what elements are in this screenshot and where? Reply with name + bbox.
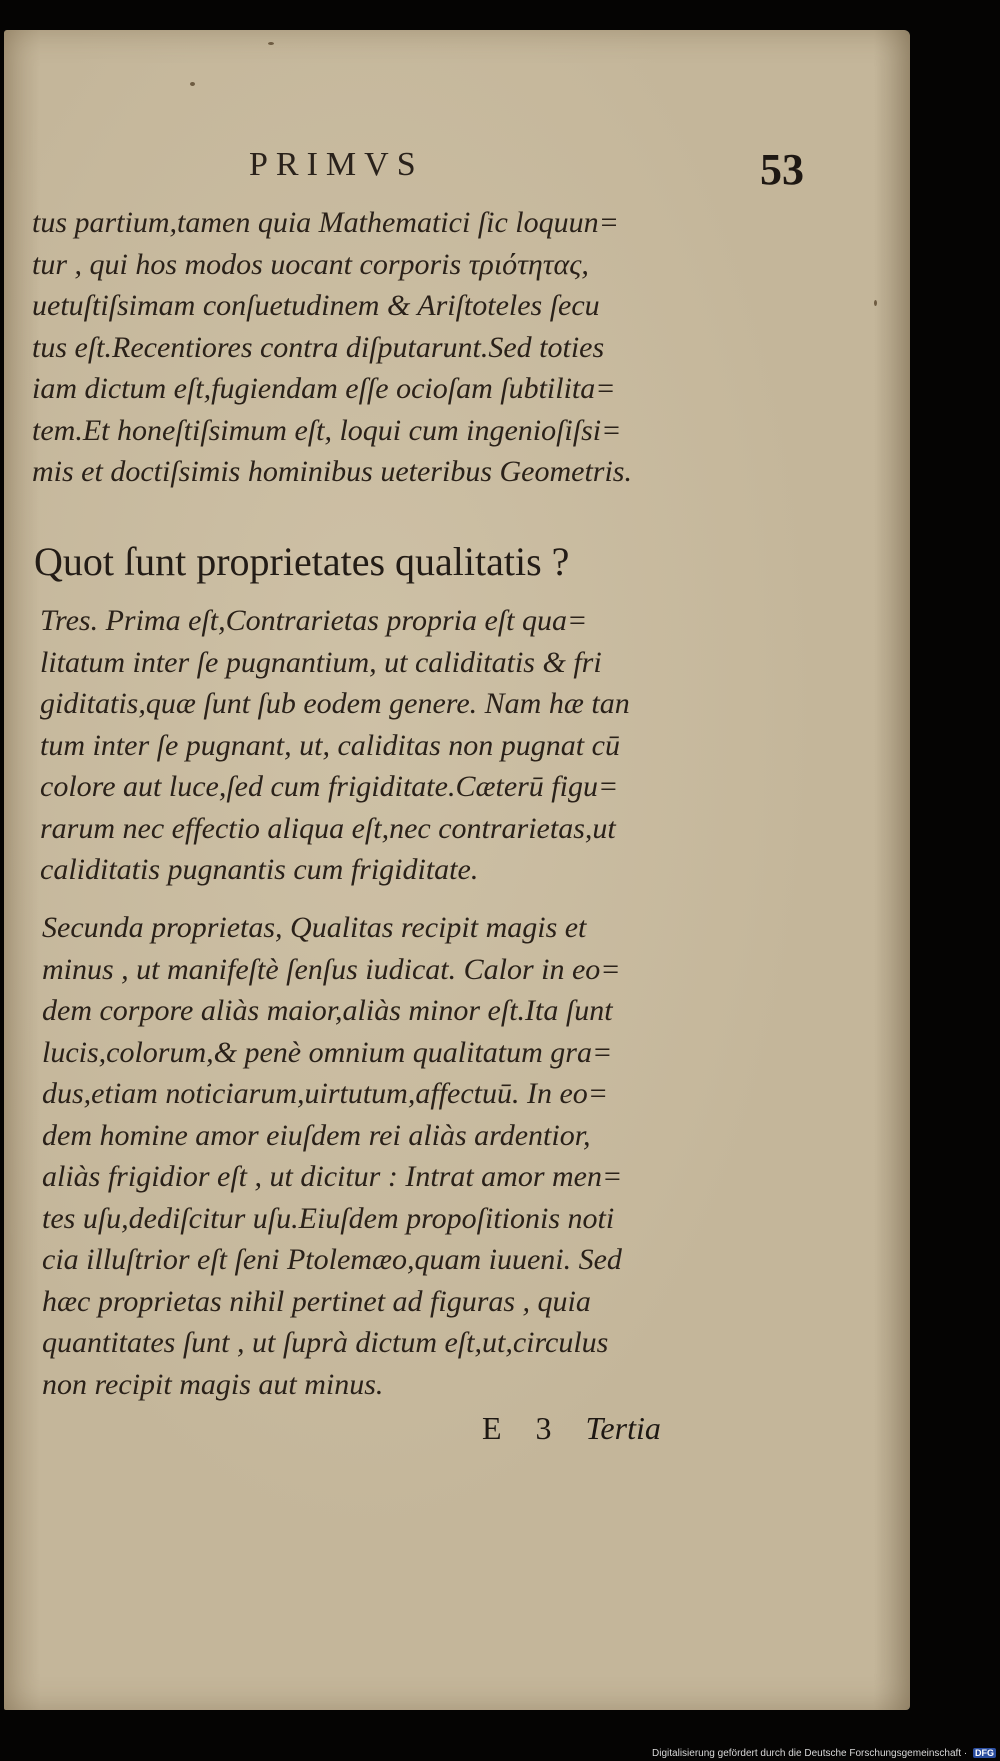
- text-line: tem.Et honeſtiſsimum eſt, loqui cum ingenioſiſsi=: [32, 413, 622, 447]
- text-line: Tres. Prima eſt,Contrarietas propria eſt qua=: [40, 604, 588, 637]
- page-number: 53: [760, 145, 804, 194]
- text-line: giditatis,quæ ſunt ſub eodem genere. Nam hæ tan: [40, 687, 630, 720]
- paragraph-second-property: [42, 907, 722, 1405]
- text-line: dem homine amor eiuſdem rei aliàs ardentior,: [42, 1118, 591, 1152]
- text-line: minus , ut manifeſtè ſenſus iudicat. Calor in eo=: [42, 952, 621, 986]
- digitization-credit: [652, 1748, 996, 1759]
- text-line: caliditatis pugnantis cum frigiditate.: [40, 853, 479, 886]
- text-line: tus partium,tamen quia Mathematici ſic loquun=: [32, 206, 619, 239]
- book-page: [4, 30, 910, 1710]
- text-line: aliàs frigidior eſt , ut dicitur : Intrat amor men=: [42, 1160, 623, 1193]
- paragraph-continued: [32, 202, 712, 493]
- text-line: uetuſtiſsimam conſuetudinem & Ariſtoteles ſecu: [32, 289, 600, 322]
- text-line: colore aut luce,ſed cum frigiditate.Cæterū figu=: [40, 770, 619, 803]
- text-line: quantitates ſunt , ut ſuprà dictum eſt,ut,circulus: [42, 1326, 609, 1359]
- paragraph-first-property: [40, 600, 720, 891]
- text-line: cia illuſtrior eſt ſeni Ptolemæo,quam iuueni. Sed: [42, 1243, 622, 1276]
- credit-text: Digitalisierung gefördert durch die Deutsche Forschungsgemeinschaft ·: [652, 1748, 968, 1759]
- text-line: Secunda proprietas, Qualitas recipit magis et: [42, 911, 587, 944]
- section-heading: Quot ſunt proprietates qualitatis ?: [34, 539, 570, 584]
- text-line: lucis,colorum,& penè omnium qualitatum gra=: [42, 1035, 613, 1069]
- catchword: Tertia: [585, 1410, 661, 1446]
- dfg-logo-icon: DFG: [975, 1748, 994, 1758]
- text-line: mis et doctiſsimis hominibus ueteribus Geometris.: [32, 455, 632, 488]
- text-line: rarum nec effectio aliqua eſt,nec contrarietas,ut: [40, 811, 616, 845]
- signature-number: 3: [535, 1410, 552, 1446]
- signature-line: [482, 1410, 661, 1447]
- text-line: tus eſt.Recentiores contra diſputarunt.Sed toties: [32, 330, 605, 364]
- running-head: PRIMVS: [249, 146, 424, 183]
- text-line: tum inter ſe pugnant, ut, caliditas non pugnat cū: [40, 728, 620, 762]
- text-line: dem corpore aliàs maior,aliàs minor eſt.Ita ſunt: [42, 994, 613, 1027]
- text-line: tur , qui hos modos uocant corporis τριότητας,: [32, 247, 589, 281]
- text-line: litatum inter ſe pugnantium, ut caliditatis & fri: [40, 645, 602, 679]
- text-line: tes uſu,dediſcitur uſu.Eiuſdem propoſitionis noti: [42, 1201, 615, 1235]
- text-line: hæc proprietas nihil pertinet ad figuras , quia: [42, 1284, 591, 1318]
- text-line: non recipit magis aut minus.: [42, 1367, 384, 1401]
- signature-letter: E: [482, 1410, 502, 1446]
- text-line: dus,etiam noticiarum,uirtutum,affectuū. In eo=: [42, 1077, 609, 1110]
- text-line: iam dictum eſt,fugiendam eſſe ocioſam ſubtilita=: [32, 372, 616, 405]
